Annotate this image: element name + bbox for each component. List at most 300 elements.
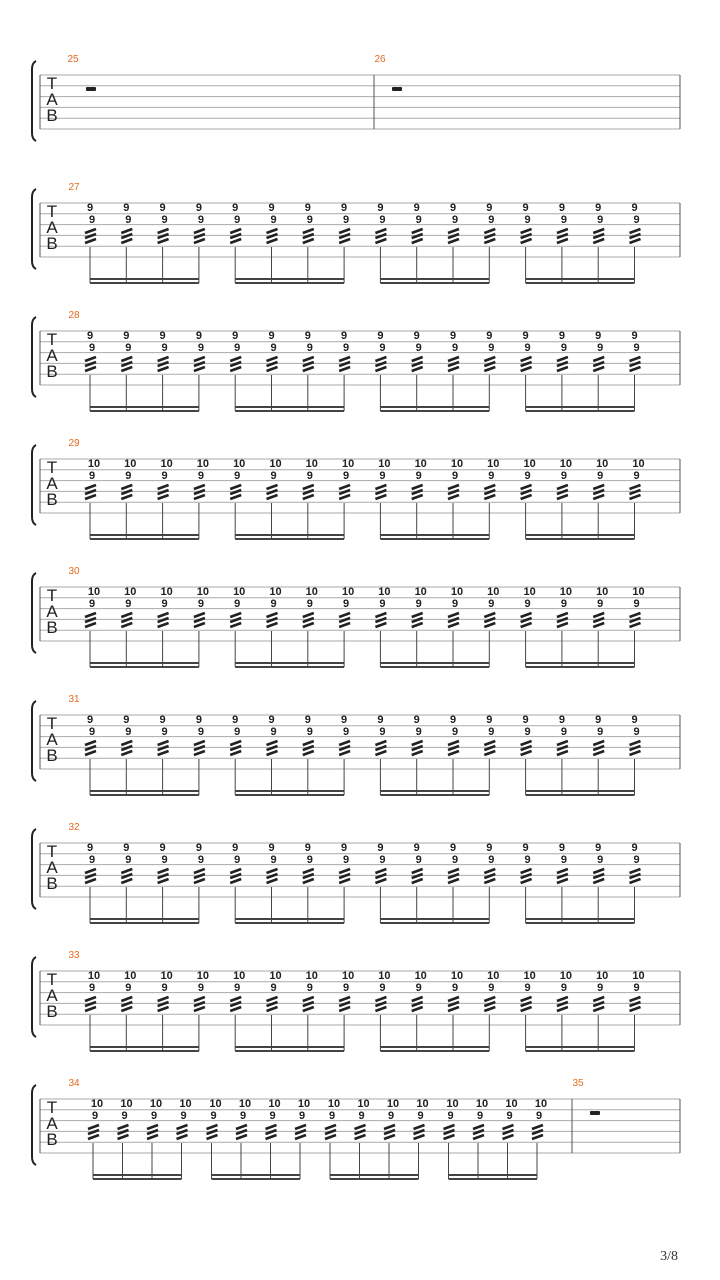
tremolo-slash	[630, 490, 641, 494]
tab-clef-letter: A	[46, 218, 58, 237]
fret-number-top: 9	[159, 202, 166, 214]
tremolo-slash	[557, 874, 568, 878]
fret-number-top: 9	[631, 202, 638, 214]
fret-number-mid: 9	[88, 598, 96, 610]
tremolo-slash	[593, 495, 604, 499]
fret-number-top: 10	[120, 1098, 133, 1110]
tremolo-slash	[484, 751, 495, 755]
tremolo-slash	[194, 367, 205, 371]
tremolo-slash	[303, 751, 314, 755]
tremolo-slash	[557, 234, 568, 238]
measure-number: 25	[67, 54, 79, 65]
tremolo-slash	[230, 613, 241, 617]
tremolo-slash	[194, 485, 205, 489]
fret-number-top: 10	[269, 970, 282, 982]
tab-note	[375, 485, 386, 539]
fret-number-mid: 9	[488, 982, 495, 994]
tremolo-slash	[412, 874, 423, 878]
tab-note	[303, 229, 314, 283]
tab-note	[267, 997, 278, 1051]
tremolo-slash	[267, 495, 278, 499]
tremolo-slash	[484, 746, 495, 750]
fret-number-mid: 9	[379, 598, 386, 610]
tremolo-slash	[85, 357, 96, 361]
tremolo-slash	[412, 357, 423, 361]
tab-clef-letter: A	[46, 602, 58, 621]
tremolo-slash	[325, 1135, 336, 1139]
tremolo-slash	[118, 1130, 129, 1134]
tremolo-slash	[375, 357, 386, 361]
tremolo-slash	[532, 1130, 543, 1134]
tab-note	[412, 741, 423, 795]
tremolo-slash	[593, 490, 604, 494]
tab-note	[521, 741, 532, 795]
tab-note	[448, 869, 459, 923]
tremolo-slash	[85, 751, 96, 755]
fret-number-top: 10	[90, 1098, 104, 1110]
tremolo-slash	[484, 874, 495, 878]
tremolo-slash	[230, 869, 241, 873]
fret-number-mid: 9	[415, 854, 422, 866]
tremolo-slash	[355, 1125, 366, 1129]
fret-number-mid: 9	[343, 598, 350, 610]
tremolo-slash	[484, 495, 495, 499]
tab-note	[339, 741, 350, 795]
tab-clef-letter: A	[46, 474, 58, 493]
tremolo-slash	[194, 869, 205, 873]
tab-note	[484, 741, 495, 795]
fret-number-mid: 9	[270, 342, 277, 354]
fret-number-top: 9	[232, 330, 239, 342]
tremolo-slash	[593, 623, 604, 627]
fret-number-top: 10	[487, 970, 500, 982]
fret-number-top: 10	[124, 970, 137, 982]
tremolo-slash	[630, 367, 641, 371]
tab-note	[375, 741, 386, 795]
tremolo-slash	[521, 879, 532, 883]
tremolo-slash	[303, 874, 314, 878]
whole-rest	[392, 87, 402, 91]
tremolo-slash	[85, 1002, 96, 1006]
tremolo-slash	[230, 490, 241, 494]
tab-note	[85, 485, 96, 539]
tremolo-slash	[521, 751, 532, 755]
beam	[90, 1046, 199, 1048]
tremolo-slash	[158, 229, 169, 233]
tremolo-slash	[267, 997, 278, 1001]
tremolo-slash	[593, 613, 604, 617]
tremolo-slash	[121, 239, 132, 243]
fret-number-mid: 9	[597, 214, 604, 226]
fret-number-mid: 9	[234, 598, 241, 610]
fret-number-top: 9	[195, 714, 202, 726]
system-brace	[32, 829, 36, 909]
fret-number-mid: 9	[343, 214, 350, 226]
tremolo-slash	[557, 613, 568, 617]
tremolo-slash	[339, 997, 350, 1001]
tremolo-slash	[194, 495, 205, 499]
tab-note	[230, 869, 241, 923]
fret-number-mid: 9	[560, 342, 567, 354]
tremolo-slash	[339, 869, 350, 873]
fret-number-mid: 9	[524, 214, 531, 226]
fret-number-mid: 9	[343, 726, 350, 738]
fret-number-mid: 9	[343, 854, 350, 866]
tremolo-slash	[121, 618, 132, 622]
fret-number-mid: 9	[524, 598, 531, 610]
tab-note	[339, 869, 350, 923]
tremolo-slash	[158, 1002, 169, 1006]
tab-note	[267, 357, 278, 411]
beam	[380, 1046, 489, 1048]
tremolo-slash	[121, 1007, 132, 1011]
fret-number-top: 9	[123, 330, 130, 342]
fret-number-mid: 9	[560, 982, 567, 994]
tremolo-slash	[384, 1130, 395, 1134]
tremolo-slash	[557, 357, 568, 361]
fret-number-top: 9	[159, 330, 166, 342]
tremolo-slash	[593, 229, 604, 233]
fret-number-mid: 9	[343, 470, 350, 482]
tremolo-slash	[630, 495, 641, 499]
tremolo-slash	[121, 613, 132, 617]
tremolo-slash	[448, 495, 459, 499]
fret-number-top: 9	[268, 330, 275, 342]
tab-note	[207, 1125, 218, 1179]
fret-number-mid: 9	[197, 726, 204, 738]
fret-number-top: 10	[149, 1098, 163, 1110]
tremolo-slash	[230, 239, 241, 243]
tremolo-slash	[557, 1002, 568, 1006]
whole-rest	[86, 87, 96, 91]
fret-number-mid: 9	[306, 470, 313, 482]
fret-number-top: 10	[632, 970, 645, 982]
tremolo-slash	[448, 239, 459, 243]
tremolo-slash	[339, 618, 350, 622]
tremolo-slash	[521, 1002, 532, 1006]
tab-note	[593, 741, 604, 795]
tab-note	[593, 485, 604, 539]
beam	[235, 918, 344, 920]
fret-number-top: 10	[523, 970, 536, 982]
tremolo-slash	[448, 869, 459, 873]
system-brace	[32, 189, 36, 269]
fret-number-top: 9	[377, 330, 384, 342]
system-brace	[32, 1085, 36, 1165]
tremolo-slash	[412, 613, 423, 617]
tremolo-slash	[267, 741, 278, 745]
fret-number-mid: 9	[270, 854, 277, 866]
tremolo-slash	[158, 618, 169, 622]
tremolo-slash	[593, 746, 604, 750]
tab-clef-letter: T	[46, 586, 58, 605]
tab-note	[448, 997, 459, 1051]
beam	[380, 538, 489, 540]
tab-note	[194, 485, 205, 539]
fret-number-top: 9	[195, 842, 202, 854]
tremolo-slash	[85, 229, 96, 233]
tremolo-slash	[412, 623, 423, 627]
fret-number-mid: 9	[234, 470, 241, 482]
tab-note	[557, 997, 568, 1051]
fret-number-top: 10	[386, 1098, 400, 1110]
tremolo-slash	[630, 623, 641, 627]
tab-note	[230, 741, 241, 795]
tremolo-slash	[194, 490, 205, 494]
tremolo-slash	[121, 751, 132, 755]
tab-note	[267, 869, 278, 923]
fret-number-mid: 9	[379, 470, 386, 482]
measure-number: 30	[68, 566, 80, 577]
tremolo-slash	[158, 495, 169, 499]
tab-clef-letter: B	[46, 874, 58, 893]
tremolo-slash	[630, 229, 641, 233]
fret-number-mid: 9	[234, 214, 241, 226]
tremolo-slash	[267, 869, 278, 873]
tremolo-slash	[230, 234, 241, 238]
fret-number-mid: 9	[387, 1110, 395, 1122]
fret-number-mid: 9	[524, 726, 531, 738]
tremolo-slash	[339, 751, 350, 755]
beam	[380, 662, 489, 664]
fret-number-mid: 9	[560, 854, 567, 866]
fret-number-mid: 9	[451, 214, 459, 226]
tab-system	[32, 61, 680, 141]
beam	[90, 790, 199, 792]
fret-number-top: 9	[449, 330, 457, 342]
tab-note	[557, 869, 568, 923]
tremolo-slash	[593, 869, 604, 873]
tremolo-slash	[484, 741, 495, 745]
fret-number-mid: 9	[234, 854, 241, 866]
beam	[526, 666, 635, 668]
tremolo-slash	[355, 1135, 366, 1139]
tremolo-slash	[267, 357, 278, 361]
fret-number-mid: 9	[328, 1110, 336, 1122]
tab-note	[85, 229, 96, 283]
tremolo-slash	[412, 367, 423, 371]
tremolo-slash	[557, 618, 568, 622]
tab-note	[121, 613, 132, 667]
tremolo-slash	[303, 623, 314, 627]
tremolo-slash	[158, 613, 169, 617]
fret-number-mid: 9	[91, 1110, 99, 1122]
tab-note	[473, 1125, 484, 1179]
fret-number-mid: 9	[197, 342, 204, 354]
tremolo-slash	[630, 879, 641, 883]
tremolo-slash	[230, 1007, 241, 1011]
tremolo-slash	[448, 874, 459, 878]
system-brace	[32, 445, 36, 525]
tremolo-slash	[384, 1125, 395, 1129]
tremolo-slash	[303, 367, 314, 371]
tab-note	[303, 613, 314, 667]
tremolo-slash	[484, 490, 495, 494]
tab-note	[339, 229, 350, 283]
tremolo-slash	[339, 367, 350, 371]
tremolo-slash	[532, 1125, 543, 1129]
tremolo-slash	[230, 618, 241, 622]
tremolo-slash	[230, 623, 241, 627]
tremolo-slash	[593, 751, 604, 755]
tremolo-slash	[267, 239, 278, 243]
tremolo-slash	[412, 1007, 423, 1011]
tab-note	[412, 357, 423, 411]
fret-number-mid: 9	[560, 214, 567, 226]
beam	[90, 534, 199, 536]
tremolo-slash	[557, 751, 568, 755]
beam	[90, 538, 199, 540]
tab-note	[303, 741, 314, 795]
tremolo-slash	[85, 623, 96, 627]
tremolo-slash	[593, 234, 604, 238]
fret-number-mid: 9	[125, 342, 132, 354]
tremolo-slash	[267, 623, 278, 627]
tremolo-slash	[118, 1125, 129, 1129]
tremolo-slash	[85, 234, 96, 238]
tremolo-slash	[194, 751, 205, 755]
beam	[235, 662, 344, 664]
fret-number-mid: 9	[88, 470, 96, 482]
fret-number-mid: 9	[358, 1110, 365, 1122]
tremolo-slash	[521, 623, 532, 627]
tremolo-slash	[414, 1135, 425, 1139]
tab-note	[521, 229, 532, 283]
fret-number-mid: 9	[633, 982, 640, 994]
tremolo-slash	[412, 239, 423, 243]
tremolo-slash	[521, 234, 532, 238]
fret-number-mid: 9	[269, 1110, 276, 1122]
tab-note	[121, 741, 132, 795]
fret-number-mid: 9	[451, 982, 459, 994]
fret-number-mid: 9	[633, 598, 640, 610]
fret-number-mid: 9	[125, 598, 132, 610]
tremolo-slash	[521, 613, 532, 617]
tremolo-slash	[303, 741, 314, 745]
beam	[90, 282, 199, 284]
fret-number-top: 9	[86, 714, 94, 726]
measure-number: 28	[68, 310, 80, 321]
tremolo-slash	[194, 1002, 205, 1006]
fret-number-mid: 9	[379, 726, 386, 738]
tremolo-slash	[484, 997, 495, 1001]
fret-number-mid: 9	[125, 854, 132, 866]
tremolo-slash	[593, 741, 604, 745]
tab-note	[412, 613, 423, 667]
page-number: 3/8	[660, 1249, 678, 1264]
tremolo-slash	[267, 874, 278, 878]
tremolo-slash	[375, 1007, 386, 1011]
tremolo-slash	[267, 490, 278, 494]
fret-number-mid: 9	[451, 598, 459, 610]
fret-number-mid: 9	[597, 854, 604, 866]
tremolo-slash	[121, 362, 132, 366]
fret-number-top: 9	[159, 842, 166, 854]
tremolo-slash	[339, 234, 350, 238]
fret-number-top: 10	[378, 970, 391, 982]
beam	[526, 918, 635, 920]
beam	[235, 406, 344, 408]
tremolo-slash	[375, 997, 386, 1001]
fret-number-mid: 9	[121, 1110, 128, 1122]
tremolo-slash	[448, 485, 459, 489]
tremolo-slash	[521, 618, 532, 622]
tremolo-slash	[267, 746, 278, 750]
tremolo-slash	[532, 1135, 543, 1139]
tab-note	[375, 997, 386, 1051]
tab-note	[121, 485, 132, 539]
tab-note	[630, 869, 641, 923]
tremolo-slash	[375, 1002, 386, 1006]
fret-number-mid: 9	[161, 854, 168, 866]
tab-note	[158, 997, 169, 1051]
fret-number-top: 9	[86, 202, 94, 214]
fret-number-top: 9	[159, 714, 166, 726]
tab-note	[266, 1125, 277, 1179]
tab-note	[412, 869, 423, 923]
tremolo-slash	[303, 239, 314, 243]
tremolo-slash	[177, 1125, 188, 1129]
tab-note	[158, 485, 169, 539]
fret-number-top: 10	[523, 458, 536, 470]
tremolo-slash	[339, 746, 350, 750]
tremolo-slash	[630, 1002, 641, 1006]
fret-number-mid: 9	[451, 470, 459, 482]
system-brace	[32, 61, 36, 141]
fret-number-top: 9	[486, 202, 493, 214]
tremolo-slash	[448, 229, 459, 233]
tremolo-slash	[158, 490, 169, 494]
fret-number-mid: 9	[306, 342, 313, 354]
tremolo-slash	[121, 623, 132, 627]
tremolo-slash	[177, 1135, 188, 1139]
tremolo-slash	[158, 741, 169, 745]
tab-clef-letter: A	[46, 858, 58, 877]
tremolo-slash	[85, 495, 96, 499]
tremolo-slash	[593, 1007, 604, 1011]
fret-number-top: 9	[268, 202, 275, 214]
tab-note	[121, 357, 132, 411]
fret-number-top: 10	[341, 458, 355, 470]
fret-number-top: 10	[475, 1098, 489, 1110]
fret-number-top: 10	[357, 1098, 370, 1110]
tremolo-slash	[339, 357, 350, 361]
tremolo-slash	[177, 1130, 188, 1134]
tremolo-slash	[412, 485, 423, 489]
tremolo-slash	[230, 997, 241, 1001]
tremolo-slash	[158, 997, 169, 1001]
beam	[212, 1174, 301, 1176]
tab-note	[339, 997, 350, 1051]
fret-number-top: 9	[377, 202, 384, 214]
fret-number-top: 10	[233, 586, 246, 598]
beam	[235, 278, 344, 280]
tremolo-slash	[448, 357, 459, 361]
beam	[380, 282, 489, 284]
fret-number-top: 9	[341, 330, 348, 342]
fret-number-mid: 9	[488, 598, 495, 610]
fret-number-top: 10	[305, 970, 318, 982]
fret-number-mid: 9	[476, 1110, 484, 1122]
tab-note	[630, 741, 641, 795]
tremolo-slash	[444, 1135, 455, 1139]
beam	[235, 666, 344, 668]
tab-note	[85, 869, 96, 923]
tab-note	[375, 229, 386, 283]
fret-number-top: 10	[233, 970, 246, 982]
tremolo-slash	[444, 1130, 455, 1134]
fret-number-mid: 9	[379, 342, 386, 354]
